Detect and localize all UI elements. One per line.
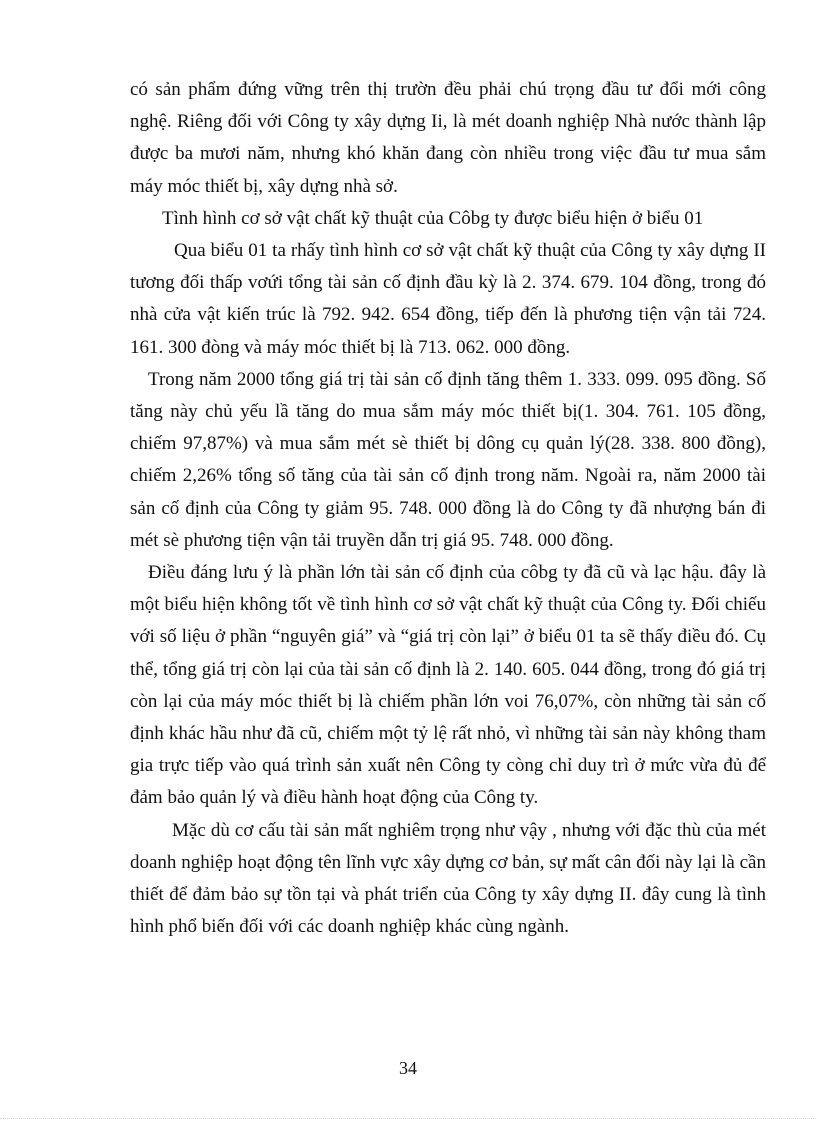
paragraph-conclusion: Mặc dù cơ cấu tài sản mất nghiêm trọng như vậy , nhưng với đặc thù của mét doanh nghiệp hoạt động tên lĩnh vực xây dựng cơ bản, sự mất cân đối này lại là cần thiết để đảm bảo sự tồn tại và phát triển của Công ty xây dựng II. đây cung là tình hình phổ biến đối với các doanh nghiệp khác cùng ngành.	[130, 819, 766, 938]
page-number: 34	[399, 1058, 417, 1078]
body-text	[130, 74, 766, 943]
paragraph-reference-note: Tình hình cơ sở vật chất kỹ thuật của Côbg ty được biểu hiện ở biểu 01	[162, 207, 704, 229]
page-bottom-border	[0, 1118, 816, 1119]
paragraph-asset-condition: Điều đáng lưu ý là phần lớn tài sản cố định của côbg ty đã cũ và lạc hậu. đây là một biểu hiện không tốt về tình hình cơ sở vật chất kỹ thuật của Công ty. Đối chiếu với số liệu ở phần “nguyên giá” và “giá trị còn lại” ở biểu 01 ta sẽ thấy điều đó. Cụ thể, tổng giá trị còn lại của tài sản cố định là 2. 140. 605. 044 đồng, trong đó giá trị còn lại của máy móc thiết bị là chiếm phần lớn voi 76,07%, còn những tài sản cố định khác hầu như đã cũ, chiếm một tỷ lệ rất nhỏ, vì những tài sản này không tham gia trực tiếp vào quá trình sản xuất nên Công ty còng chỉ duy trì ở mức vừa đủ để đảm bảo quản lý và điều hành hoạt động của Công ty.	[130, 562, 766, 809]
paragraph-asset-increase: Trong năm 2000 tổng giá trị tài sản cố định tăng thêm 1. 333. 099. 095 đồng. Số tăng này chủ yếu lầ tăng do mua sắm máy móc thiết bị(1. 304. 761. 105 đồng, chiếm 97,87%) và mua sắm mét sè thiết bị dông cụ quản lý(28. 338. 800 đồng), chiếm 2,26% tổng số tăng của tài sản cố định trong năm. Ngoài ra, năm 2000 tài sản cố định của Công ty giảm 95. 748. 000 đồng là do Công ty đã nhượng bán đi mét sè phương tiện vận tải truyền dẫn trị giá 95. 748. 000 đồng.	[130, 368, 766, 551]
paragraph-continuation: có sản phẩm đứng vững trên thị trườn đều phải chú trọng đầu tư đổi mới công nghệ. Riêng đối với Công ty xây dựng Ii, là mét doanh nghiệp Nhà nước thành lập được ba mươi năm, nhưng khó khăn đang còn nhiều trong việc đầu tư mua sắm máy móc thiết bị, xây dựng nhà sở.	[130, 79, 766, 197]
paragraph-fixed-assets-overview: Qua biểu 01 ta rhấy tình hình cơ sở vật chất kỹ thuật của Công ty xây dựng II tương đối thấp vơứi tổng tài sản cố định đầu kỳ là 2. 374. 679. 104 đồng, trong đó nhà cửa vật kiến trúc là 792. 942. 654 đồng, tiếp đến là phương tiện vận tải 724. 161. 300 đòng và máy móc thiết bị là 713. 062. 000 đồng.	[130, 240, 766, 358]
